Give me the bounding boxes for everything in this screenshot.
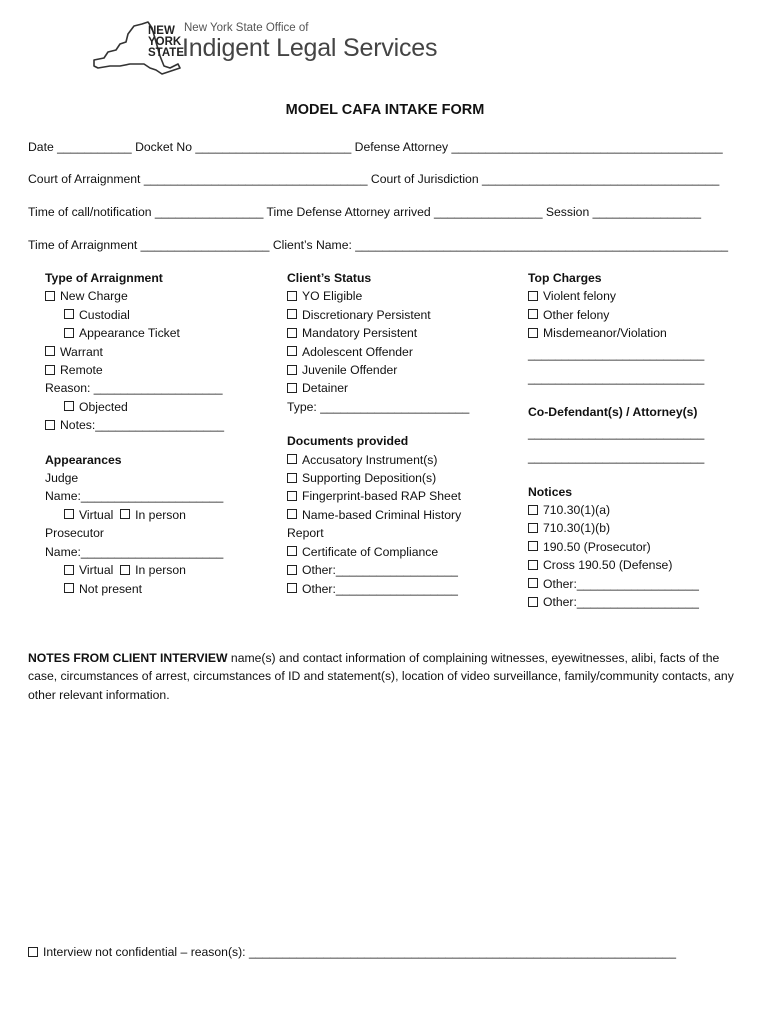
status-option[interactable]: Discretionary Persistent bbox=[287, 306, 469, 324]
checkbox-icon[interactable] bbox=[287, 328, 297, 338]
state-line-1: NEW bbox=[148, 25, 175, 37]
checkbox-icon[interactable] bbox=[64, 509, 74, 519]
status-option[interactable]: Mandatory Persistent bbox=[287, 324, 469, 342]
checkbox-icon[interactable] bbox=[287, 309, 297, 319]
document-option[interactable]: Accusatory Instrument(s) bbox=[287, 451, 469, 469]
prosecutor-name-field[interactable]: Name:_____________________ bbox=[45, 544, 224, 559]
notice-option[interactable]: 190.50 (Prosecutor) bbox=[528, 538, 704, 556]
arraignment-client-row[interactable]: Time of Arraignment ___________________ Client’s Name: _______________________________________________________ bbox=[28, 238, 729, 252]
notices-heading: Notices bbox=[528, 484, 573, 499]
status-option[interactable]: Detainer bbox=[287, 379, 469, 397]
appearance-ticket-option[interactable]: Appearance Ticket bbox=[45, 324, 224, 342]
notes-instructions: name(s) and contact information of complaining witnesses, eyewitnesses, alibi, facts of the case, circumstances of arrest, circumstances of ID and statement(s), location of video surveillance, family/community contacts, any other relevant information. bbox=[28, 651, 734, 702]
arraignment-column bbox=[45, 269, 224, 598]
clients-status-heading: Client’s Status bbox=[287, 271, 372, 285]
checkbox-icon[interactable] bbox=[120, 565, 130, 575]
document-option[interactable]: Fingerprint-based RAP Sheet bbox=[287, 487, 469, 505]
codefendant-line[interactable]: __________________________ bbox=[528, 450, 705, 465]
charge-option[interactable]: Violent felony bbox=[528, 287, 704, 305]
checkbox-icon[interactable] bbox=[528, 523, 538, 533]
notice-option[interactable]: Other:__________________ bbox=[528, 593, 704, 611]
checkbox-icon[interactable] bbox=[287, 473, 297, 483]
judge-name-field[interactable]: Name:_____________________ bbox=[45, 489, 224, 504]
document-option[interactable]: Certificate of Compliance bbox=[287, 543, 469, 561]
checkbox-icon[interactable] bbox=[287, 583, 297, 593]
checkbox-icon[interactable] bbox=[45, 420, 55, 430]
checkbox-icon[interactable] bbox=[64, 309, 74, 319]
checkbox-icon[interactable] bbox=[287, 346, 297, 356]
checkbox-icon[interactable] bbox=[45, 291, 55, 301]
charge-option[interactable]: Misdemeanor/Violation bbox=[528, 324, 704, 342]
remote-option[interactable]: Remote bbox=[45, 361, 224, 379]
checkbox-icon[interactable] bbox=[64, 401, 74, 411]
checkbox-icon[interactable] bbox=[528, 578, 538, 588]
detainer-type-field[interactable]: Type: ______________________ bbox=[287, 399, 470, 414]
notice-option[interactable]: Cross 190.50 (Defense) bbox=[528, 556, 704, 574]
notice-option[interactable]: Other:__________________ bbox=[528, 575, 704, 593]
status-option[interactable]: Adolescent Offender bbox=[287, 343, 469, 361]
objected-option[interactable]: Objected bbox=[45, 398, 224, 416]
custodial-option[interactable]: Custodial bbox=[45, 306, 224, 324]
notes-label: NOTES FROM CLIENT INTERVIEW bbox=[28, 651, 228, 665]
org-subtitle: New York State Office of bbox=[184, 22, 309, 34]
checkbox-icon[interactable] bbox=[528, 291, 538, 301]
checkbox-icon[interactable] bbox=[528, 309, 538, 319]
checkbox-icon[interactable] bbox=[528, 505, 538, 515]
charge-line[interactable]: __________________________ bbox=[528, 346, 705, 361]
date-docket-attorney-row[interactable]: Date ___________ Docket No _______________________ Defense Attorney ________________________________________ bbox=[28, 140, 723, 154]
status-option[interactable]: YO Eligible bbox=[287, 287, 469, 305]
notice-option[interactable]: 710.30(1)(a) bbox=[528, 501, 704, 519]
checkbox-icon[interactable] bbox=[287, 291, 297, 301]
document-option[interactable]: Other:__________________ bbox=[287, 561, 469, 579]
status-column bbox=[287, 269, 469, 598]
checkbox-icon[interactable] bbox=[287, 365, 297, 375]
document-option[interactable]: Name-based Criminal History bbox=[287, 506, 469, 524]
charge-option[interactable]: Other felony bbox=[528, 306, 704, 324]
top-charges-heading: Top Charges bbox=[528, 271, 602, 285]
org-name: Indigent Legal Services bbox=[182, 34, 438, 62]
time-row[interactable]: Time of call/notification ________________ Time Defense Attorney arrived ________________ Session ________________ bbox=[28, 205, 702, 219]
checkbox-icon[interactable] bbox=[287, 565, 297, 575]
form-title: MODEL CAFA INTAKE FORM bbox=[285, 102, 485, 118]
checkbox-icon[interactable] bbox=[287, 454, 297, 464]
prosecutor-appearance-options: Virtual In person bbox=[45, 561, 224, 579]
checkbox-icon[interactable] bbox=[120, 509, 130, 519]
checkbox-icon[interactable] bbox=[287, 383, 297, 393]
client-interview-notes[interactable] bbox=[28, 649, 748, 704]
court-row[interactable]: Court of Arraignment _________________________________ Court of Jurisdiction ___________________________________ bbox=[28, 172, 720, 186]
checkbox-icon[interactable] bbox=[528, 328, 538, 338]
document-option[interactable]: Supporting Deposition(s) bbox=[287, 469, 469, 487]
checkbox-icon[interactable] bbox=[528, 560, 538, 570]
judge-label: Judge bbox=[45, 471, 79, 486]
charges-column bbox=[528, 269, 704, 612]
notice-option[interactable]: 710.30(1)(b) bbox=[528, 519, 704, 537]
new-charge-option[interactable]: New Charge bbox=[45, 287, 224, 305]
state-line-2: YORK bbox=[148, 36, 182, 48]
checkbox-icon[interactable] bbox=[64, 565, 74, 575]
prosecutor-label: Prosecutor bbox=[45, 526, 104, 541]
notes-option[interactable]: Notes:___________________ bbox=[45, 416, 224, 434]
confidentiality-reason-line[interactable]: _______________________________________________________________ bbox=[248, 945, 676, 959]
checkbox-icon[interactable] bbox=[28, 947, 38, 957]
checkbox-icon[interactable] bbox=[287, 509, 297, 519]
checkbox-icon[interactable] bbox=[64, 328, 74, 338]
checkbox-icon[interactable] bbox=[45, 365, 55, 375]
document-option[interactable]: Other:__________________ bbox=[287, 580, 469, 598]
checkbox-icon[interactable] bbox=[45, 346, 55, 356]
charge-line[interactable]: __________________________ bbox=[528, 371, 705, 386]
warrant-option[interactable]: Warrant bbox=[45, 343, 224, 361]
checkbox-icon[interactable] bbox=[287, 491, 297, 501]
judge-appearance-options: Virtual In person bbox=[45, 506, 224, 524]
checkbox-icon[interactable] bbox=[64, 583, 74, 593]
reason-field[interactable]: Reason: ___________________ bbox=[45, 381, 223, 396]
confidentiality-label: Interview not confidential – reason(s): bbox=[43, 945, 249, 959]
checkbox-icon[interactable] bbox=[528, 541, 538, 551]
state-line-3: STATE bbox=[148, 47, 184, 59]
codefendant-line[interactable]: __________________________ bbox=[528, 425, 705, 440]
checkbox-icon[interactable] bbox=[287, 546, 297, 556]
documents-provided-heading: Documents provided bbox=[287, 434, 409, 449]
status-option[interactable]: Juvenile Offender bbox=[287, 361, 469, 379]
type-of-arraignment-heading: Type of Arraignment bbox=[45, 271, 163, 285]
confidentiality-row[interactable] bbox=[28, 945, 676, 959]
appearances-heading: Appearances bbox=[45, 452, 122, 467]
not-present-option[interactable]: Not present bbox=[45, 580, 224, 598]
document-option-continued: Report bbox=[287, 526, 324, 541]
checkbox-icon[interactable] bbox=[528, 597, 538, 607]
codefendants-heading: Co-Defendant(s) / Attorney(s) bbox=[528, 405, 698, 420]
